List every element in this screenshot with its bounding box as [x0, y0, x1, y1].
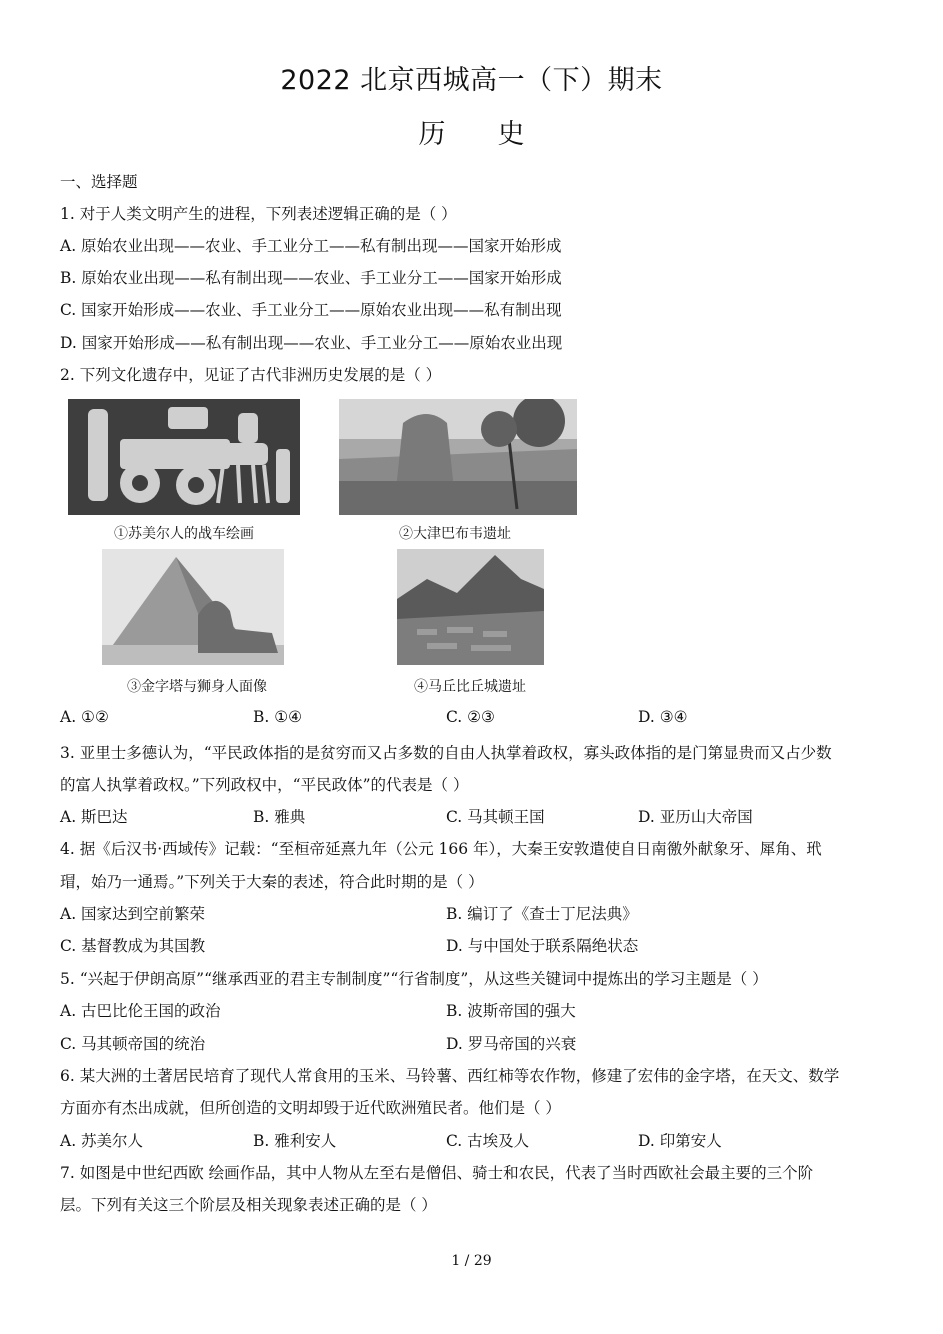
q3-option-c: C. 马其顿王国	[446, 808, 545, 826]
q5-option-d: D. 罗马帝国的兴衰	[446, 1035, 577, 1053]
q7-stem-line1: 7. 如图是中世纪西欧 绘画作品，其中人物从左至右是僧侣、骑士和农民，代表了当时西欧社会最主要的三个阶	[60, 1164, 814, 1182]
q6-option-a: A. 苏美尔人	[60, 1132, 144, 1150]
q6-option-d: D. 印第安人	[638, 1132, 722, 1150]
caption-2: ②大津巴布韦遗址	[399, 526, 511, 542]
q2-option-d: D. ③④	[638, 708, 688, 726]
page-title: 2022 北京西城高一（下）期末	[280, 65, 663, 96]
q3-stem-line2: 的富人执掌着政权。”下列政权中，“平民政体”的代表是（ ）	[60, 776, 469, 794]
sumerian-chariot-image	[68, 399, 300, 515]
q3-option-a: A. 斯巴达	[60, 808, 128, 826]
q5-option-a: A. 古巴比伦王国的政治	[60, 1002, 221, 1020]
q1-option-b: B. 原始农业出现——私有制出现——农业、手工业分工——国家开始形成	[60, 269, 562, 287]
q2-option-b: B. ①④	[253, 708, 303, 726]
q6-stem-line2: 方面亦有杰出成就，但所创造的文明却毁于近代欧洲殖民者。他们是（ ）	[60, 1099, 561, 1117]
caption-4: ④马丘比丘城遗址	[414, 679, 526, 695]
section-heading: 一、选择题	[60, 173, 138, 191]
q3-option-b: B. 雅典	[253, 808, 306, 826]
q3-stem-line1: 3. 亚里士多德认为，“平民政体指的是贫穷而又占多数的自由人执掌着政权，寡头政体指的是门第显贵而又占少数	[60, 744, 832, 762]
page-number: 1 / 29	[451, 1253, 492, 1269]
q1-stem: 1. 对于人类文明产生的进程，下列表述逻辑正确的是（ ）	[60, 205, 457, 223]
q7-stem-line2: 层。下列有关这三个阶层及相关现象表述正确的是（ ）	[60, 1196, 437, 1214]
machu-picchu-image	[397, 549, 544, 665]
q4-stem-line2: 瑁，始乃一通焉。”下列关于大秦的表述，符合此时期的是（ ）	[60, 873, 484, 891]
q6-option-b: B. 雅利安人	[253, 1132, 337, 1150]
q4-option-c: C. 基督教成为其国教	[60, 937, 206, 955]
q2-option-a: A. ①②	[60, 708, 109, 726]
q4-option-d: D. 与中国处于联系隔绝状态	[446, 937, 639, 955]
pyramid-sphinx-image	[102, 549, 284, 665]
q4-stem-line1: 4. 据《后汉书·西域传》记载：“至桓帝延熹九年（公元 166 年），大秦王安敦遣使自日南徼外献象牙、犀角、玳	[60, 840, 822, 858]
q5-option-b: B. 波斯帝国的强大	[446, 1002, 576, 1020]
caption-1: ①苏美尔人的战车绘画	[114, 526, 254, 542]
q5-option-c: C. 马其顿帝国的统治	[60, 1035, 206, 1053]
q5-stem: 5. “兴起于伊朗高原”“继承西亚的君主专制制度”“行省制度”，从这些关键词中提炼出的学习主题是（ ）	[60, 970, 768, 988]
q6-stem-line1: 6. 某大洲的土著居民培育了现代人常食用的玉米、马铃薯、西红柿等农作物，修建了宏伟的金字塔，在天文、数学	[60, 1067, 840, 1085]
great-zimbabwe-image	[339, 399, 577, 515]
q1-option-d: D. 国家开始形成——私有制出现——农业、手工业分工——原始农业出现	[60, 334, 563, 352]
q4-option-a: A. 国家达到空前繁荣	[60, 905, 206, 923]
q2-stem: 2. 下列文化遗存中，见证了古代非洲历史发展的是（ ）	[60, 366, 442, 384]
q1-option-c: C. 国家开始形成——农业、手工业分工——原始农业出现——私有制出现	[60, 301, 562, 319]
q6-option-c: C. 古埃及人	[446, 1132, 530, 1150]
q2-option-c: C. ②③	[446, 708, 495, 726]
q4-option-b: B. 编订了《查士丁尼法典》	[446, 905, 638, 923]
q1-option-a: A. 原始农业出现——农业、手工业分工——私有制出现——国家开始形成	[60, 237, 562, 255]
q3-option-d: D. 亚历山大帝国	[638, 808, 753, 826]
caption-3: ③金字塔与狮身人面像	[127, 679, 267, 695]
subject-title: 历史	[418, 119, 577, 150]
